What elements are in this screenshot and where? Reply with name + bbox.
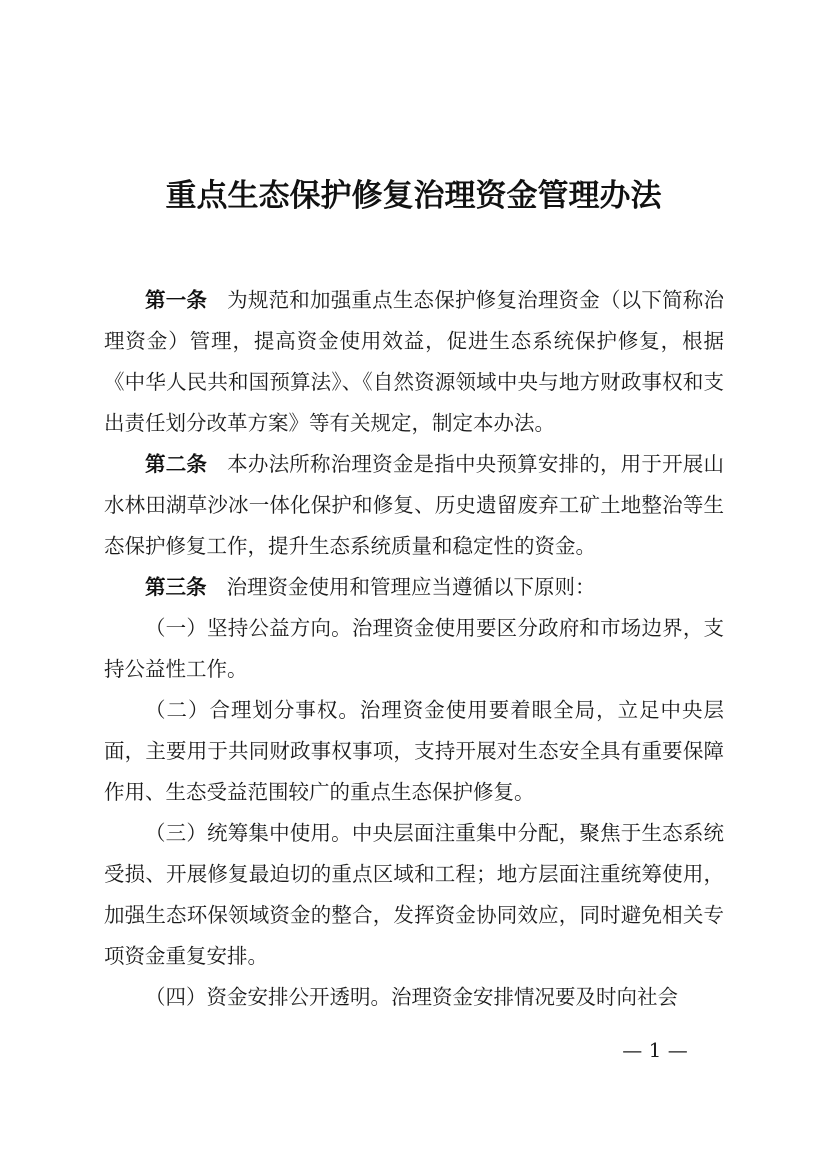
paragraph-article-3: [104, 567, 724, 608]
paragraph-text: 本办法所称治理资金是指中央预算安排的，用于开展山水林田湖草沙冰一体化保护和修复、历史遗留废弃工矿土地整治等生态保护修复工作，提升生态系统质量和稳定性的资金。: [104, 452, 725, 558]
paragraph-principle-2: [104, 690, 724, 813]
document-body: [104, 280, 724, 1018]
paragraph-article-2: [104, 444, 724, 567]
paragraph-text: 治理资金使用和管理应当遵循以下原则：: [226, 575, 596, 599]
paragraph-principle-1: [104, 608, 724, 690]
article-number: 第一条: [145, 288, 208, 312]
paragraph-principle-3: [104, 813, 724, 977]
page-number: — 1 —: [622, 1038, 688, 1062]
document-title: 重点生态保护修复治理资金管理办法: [165, 178, 662, 214]
paragraph-text: （二）合理划分事权。治理资金使用要着眼全局，立足中央层面，主要用于共同财政事权事项，支持开展对生态安全具有重要保障作用、生态受益范围较广的重点生态保护修复。: [104, 698, 724, 804]
paragraph-text: 为规范和加强重点生态保护修复治理资金（以下简称治理资金）管理，提高资金使用效益，促进生态系统保护修复，根据《中华人民共和国预算法》、《自然资源领域中央与地方财政事权和支出责任划分改革方案》等有关规定，制定本办法。: [104, 288, 725, 435]
paragraph-text: （一）坚持公益方向。治理资金使用要区分政府和市场边界，支持公益性工作。: [104, 616, 724, 681]
paragraph-text: （四）资金安排公开透明。治理资金安排情况要及时向社会: [145, 985, 678, 1009]
paragraph-text: （三）统筹集中使用。中央层面注重集中分配，聚焦于生态系统受损、开展修复最迫切的重点区域和工程；地方层面注重统筹使用，加强生态环保领域资金的整合，发挥资金协同效应，同时避免相关专项资金重复安排。: [104, 821, 724, 968]
paragraph-article-1: [104, 280, 724, 444]
paragraph-principle-4: [104, 977, 724, 1018]
article-number: 第三条: [145, 575, 207, 599]
article-number: 第二条: [145, 452, 208, 476]
